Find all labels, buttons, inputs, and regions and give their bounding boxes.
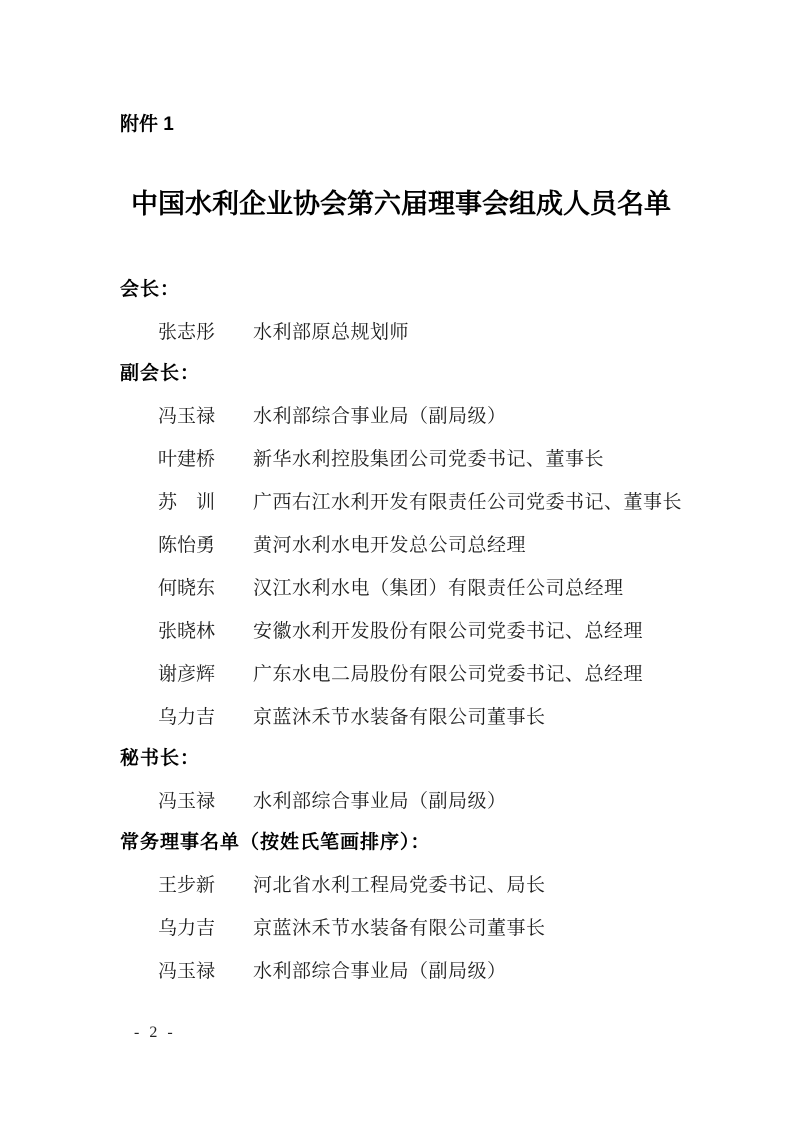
member-row	[158, 948, 682, 991]
member-title: 水利部综合事业局（副局级）	[253, 961, 507, 982]
attachment-label: 附件 1	[120, 114, 174, 135]
member-row	[158, 694, 682, 737]
member-name: 叶建桥	[158, 449, 216, 470]
member-name: 张志彤	[158, 322, 216, 343]
member-list	[158, 778, 682, 821]
member-list	[158, 393, 682, 737]
section-standing-directors	[120, 830, 682, 991]
member-name: 谢彦辉	[158, 664, 216, 685]
member-row	[158, 862, 682, 905]
section-heading-chairman: 会长：	[120, 279, 181, 300]
member-row	[158, 393, 682, 436]
section-secretary-general	[120, 746, 682, 821]
member-title: 京蓝沐禾节水装备有限公司董事长	[253, 707, 546, 728]
page-number: - 2 -	[134, 1024, 176, 1041]
member-title: 广西右江水利开发有限责任公司党委书记、董事长	[253, 492, 683, 513]
member-list	[158, 862, 682, 991]
sections-container	[120, 277, 682, 991]
member-title: 水利部综合事业局（副局级）	[253, 406, 507, 427]
section-heading-secretary-general: 秘书长：	[120, 748, 201, 769]
member-row	[158, 436, 682, 479]
member-row	[158, 905, 682, 948]
member-title: 河北省水利工程局党委书记、局长	[253, 875, 546, 896]
member-row	[158, 651, 682, 694]
member-row	[158, 778, 682, 821]
member-name: 何晓东	[158, 578, 216, 599]
section-heading-standing-directors: 常务理事名单（按姓氏笔画排序）：	[120, 832, 431, 853]
member-title: 广东水电二局股份有限公司党委书记、总经理	[253, 664, 644, 685]
section-chairman	[120, 277, 682, 352]
member-row	[158, 479, 682, 522]
member-title: 水利部综合事业局（副局级）	[253, 791, 507, 812]
member-row	[158, 608, 682, 651]
member-title: 安徽水利开发股份有限公司党委书记、总经理	[253, 621, 644, 642]
member-title: 水利部原总规划师	[253, 322, 410, 343]
page-title: 中国水利企业协会第六届理事会组成人员名单	[131, 189, 671, 219]
member-name: 王步新	[158, 875, 216, 896]
member-row	[158, 309, 682, 352]
member-name: 冯玉禄	[158, 961, 216, 982]
member-name: 冯玉禄	[158, 791, 216, 812]
member-name: 陈怡勇	[158, 535, 216, 556]
member-name: 冯玉禄	[158, 406, 216, 427]
section-vice-chairmen	[120, 361, 682, 737]
member-name: 张晓林	[158, 621, 216, 642]
member-name: 苏 训	[158, 492, 216, 513]
member-name: 乌力吉	[158, 918, 216, 939]
member-title: 新华水利控股集团公司党委书记、董事长	[253, 449, 605, 470]
member-title: 黄河水利水电开发总公司总经理	[253, 535, 527, 556]
member-row	[158, 565, 682, 608]
member-name: 乌力吉	[158, 707, 216, 728]
member-row	[158, 522, 682, 565]
member-list	[158, 309, 682, 352]
section-heading-vice-chairmen: 副会长：	[120, 363, 201, 384]
member-title: 汉江水利水电（集团）有限责任公司总经理	[253, 578, 624, 599]
member-title: 京蓝沐禾节水装备有限公司董事长	[253, 918, 546, 939]
